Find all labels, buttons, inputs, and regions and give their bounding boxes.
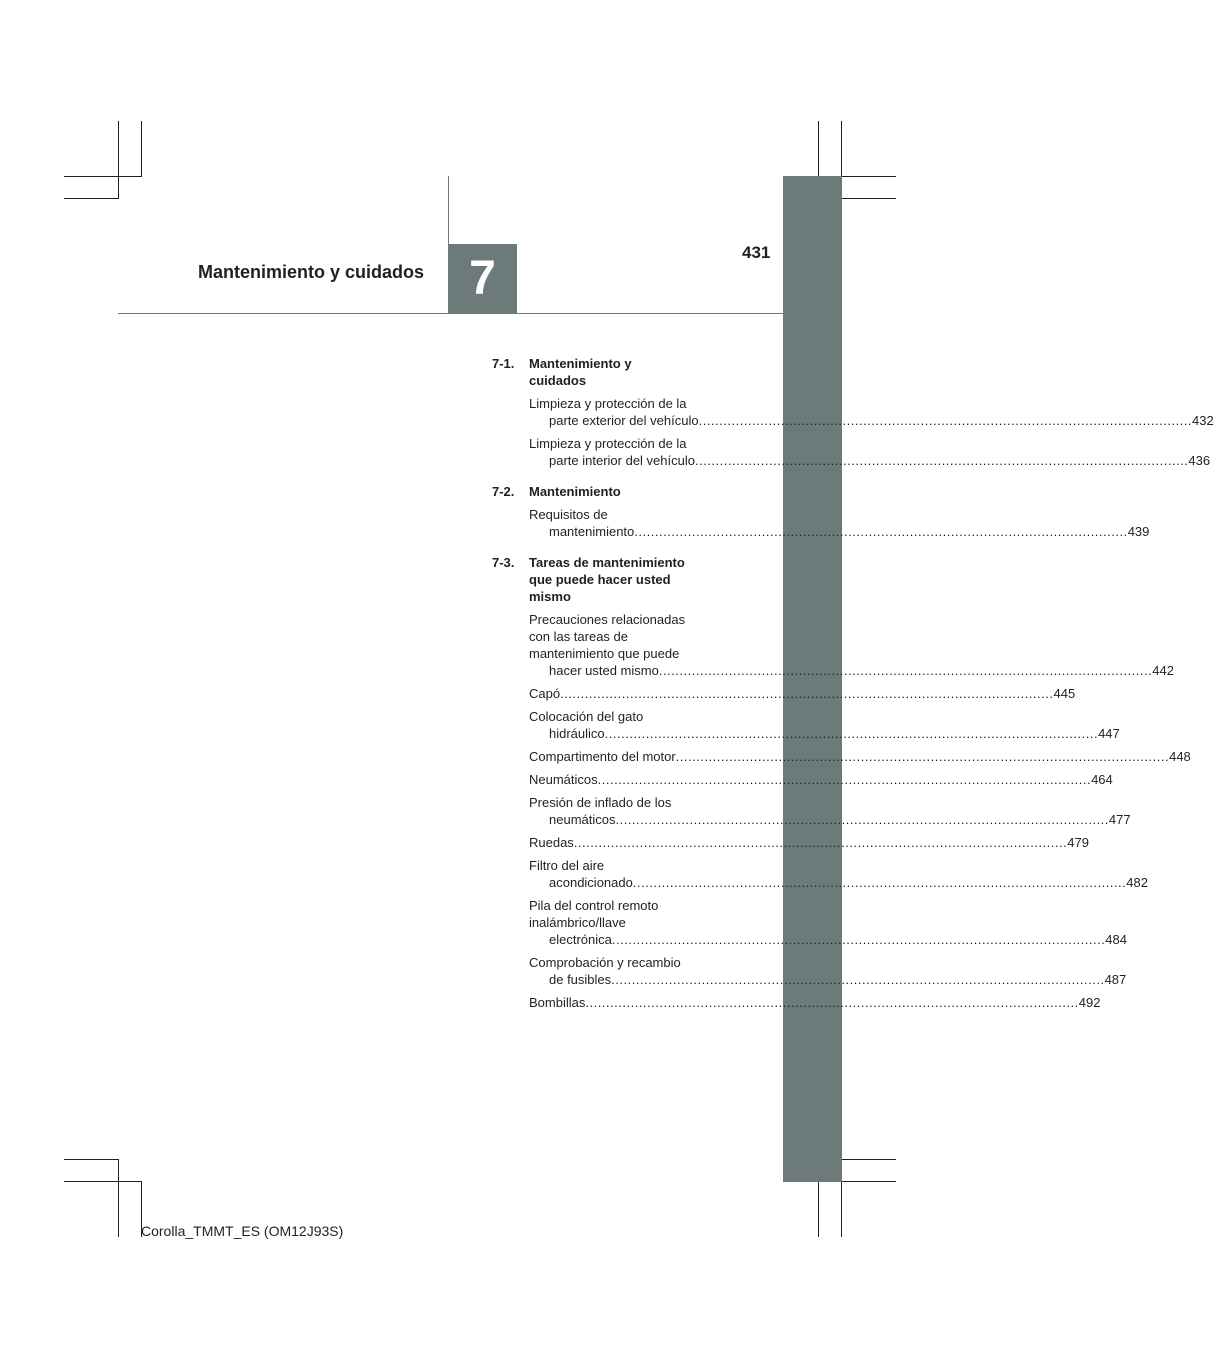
toc-entry-line: acondicionado (549, 875, 633, 890)
chapter-title: Mantenimiento y cuidados (198, 262, 425, 282)
toc-entry-leader-row (549, 874, 1148, 891)
dot-leader: ........................................................................................................................ (694, 453, 1189, 468)
toc-entry-line: neumáticos (549, 812, 616, 827)
section-title-line: Mantenimiento (529, 484, 621, 499)
chapter-number-box (448, 244, 517, 313)
toc-entry-line: mantenimiento que puede (529, 646, 680, 661)
header-rule (118, 313, 783, 314)
toc-entry-line: Neumáticos (529, 772, 598, 787)
dot-leader: ........................................................................................................................ (698, 413, 1193, 428)
toc-page-number: 479 (1067, 835, 1089, 850)
chapter-number: 7 (469, 252, 496, 305)
section-number: 7-3. (492, 555, 515, 570)
toc-entry[interactable] (529, 506, 1150, 540)
toc-page-number: 447 (1098, 726, 1120, 741)
toc-entry[interactable] (529, 708, 1120, 742)
dot-leader: ........................................................................................................................ (560, 686, 1054, 701)
toc-entry[interactable] (529, 771, 1113, 788)
toc-entry-leader-row (549, 811, 1131, 828)
toc-entry-line: Filtro del aire (529, 858, 605, 873)
toc-entry-line: Pila del control remoto (529, 898, 659, 913)
toc-entry-leader-row (549, 662, 1174, 679)
toc-entry-leader-row (549, 931, 1127, 948)
dot-leader: ........................................................................................................................ (615, 812, 1109, 827)
toc-entry-leader-row (529, 748, 1191, 765)
toc-entry-leader-row (529, 685, 1076, 702)
toc-entry[interactable] (529, 994, 1101, 1011)
toc-entry[interactable] (529, 897, 1127, 948)
toc-entry-line: Ruedas (529, 835, 574, 850)
toc-entry-leader-row (549, 452, 1211, 469)
toc-page-number: 464 (1091, 772, 1113, 787)
crop-mark (64, 198, 119, 199)
document-footer: Corolla_TMMT_ES (OM12J93S) (141, 1223, 344, 1239)
dot-leader: ........................................................................................................................ (632, 875, 1127, 890)
toc-section (492, 483, 1150, 540)
toc-section (492, 355, 1214, 469)
crop-mark (64, 1159, 119, 1160)
toc-page-number: 439 (1127, 524, 1150, 539)
toc-entry-line: Bombillas (529, 995, 586, 1010)
dot-leader: ........................................................................................................................ (634, 524, 1128, 539)
toc-entry-line: electrónica (549, 932, 612, 947)
toc-entry-line: Presión de inflado de los (529, 795, 672, 810)
toc-entry-leader-row (549, 523, 1150, 540)
chapter-thumb-tab (783, 176, 842, 1182)
section-number: 7-1. (492, 356, 515, 371)
crop-mark (64, 176, 142, 177)
dot-leader: ........................................................................................................................ (611, 932, 1106, 947)
toc-entry[interactable] (529, 395, 1214, 429)
toc-entry-leader-row (549, 971, 1127, 988)
dot-leader: ........................................................................................................................ (604, 726, 1099, 741)
crop-mark (841, 121, 842, 176)
toc-entry-line: hidráulico (549, 726, 605, 741)
toc-entry-line: Limpieza y protección de la (529, 436, 687, 451)
toc-entry[interactable] (529, 685, 1076, 702)
crop-mark (841, 1159, 896, 1160)
toc-entry-line: parte exterior del vehículo (549, 413, 699, 428)
section-title[interactable] (529, 355, 742, 389)
crop-mark (118, 1159, 119, 1237)
section-title-line: que puede hacer usted (529, 572, 671, 587)
toc-entry-line: mantenimiento (549, 524, 635, 539)
toc-entry-line: de fusibles (549, 972, 612, 987)
page-number: 431 (742, 243, 771, 262)
table-of-contents (492, 355, 1214, 1017)
toc-entry-leader-row (549, 725, 1120, 742)
crop-mark (64, 1181, 142, 1182)
toc-page-number: 436 (1188, 453, 1211, 468)
toc-entry-leader-row (549, 412, 1214, 429)
toc-entry-line: con las tareas de (529, 629, 629, 644)
toc-entry-line: Capó (529, 686, 561, 701)
toc-page-number: 487 (1104, 972, 1127, 987)
toc-page-number: 482 (1126, 875, 1148, 890)
toc-entry-line: Limpieza y protección de la (529, 396, 687, 411)
section-title-line: mismo (529, 589, 571, 604)
toc-entry-line: hacer usted mismo (549, 663, 659, 678)
toc-page-number: 492 (1078, 995, 1101, 1010)
toc-page-number: 484 (1105, 932, 1127, 947)
crop-mark (141, 121, 142, 176)
toc-entry-line: Requisitos de (529, 507, 608, 522)
toc-entry-leader-row (529, 771, 1113, 788)
toc-page-number: 432 (1192, 413, 1214, 428)
dot-leader: ........................................................................................................................ (675, 749, 1170, 764)
dot-leader: ........................................................................................................................ (597, 772, 1092, 787)
section-title[interactable] (529, 483, 742, 500)
section-title-line: cuidados (529, 373, 587, 388)
section-title-line: Tareas de mantenimiento (529, 555, 685, 570)
toc-entry[interactable] (529, 435, 1211, 469)
toc-page-number: 442 (1152, 663, 1174, 678)
crop-mark (841, 176, 896, 177)
section-title-line: Mantenimiento y (529, 356, 632, 371)
crop-mark (818, 1181, 819, 1237)
toc-entry[interactable] (529, 794, 1131, 828)
crop-mark (118, 121, 119, 199)
chapter-divider (448, 176, 449, 244)
toc-entry[interactable] (529, 611, 1174, 679)
toc-entry[interactable] (529, 834, 1089, 851)
toc-entry-leader-row (529, 834, 1089, 851)
toc-page-number: 448 (1169, 749, 1191, 764)
dot-leader: ........................................................................................................................ (573, 835, 1068, 850)
toc-entry-line: Comprobación y recambio (529, 955, 681, 970)
toc-page-number: 477 (1108, 812, 1131, 827)
toc-entry[interactable] (529, 748, 1191, 765)
dot-leader: ........................................................................................................................ (585, 995, 1079, 1010)
toc-entry[interactable] (529, 857, 1148, 891)
toc-entry-line: Precauciones relacionadas (529, 612, 686, 627)
toc-page-number: 445 (1053, 686, 1076, 701)
toc-entry-line: parte interior del vehículo (549, 453, 695, 468)
toc-entry[interactable] (529, 954, 1127, 988)
toc-entry-line: Colocación del gato (529, 709, 644, 724)
dot-leader: ........................................................................................................................ (611, 972, 1105, 987)
section-title[interactable] (529, 554, 742, 605)
toc-entry-line: Compartimento del motor (529, 749, 676, 764)
toc-section (492, 554, 1191, 1011)
dot-leader: ........................................................................................................................ (658, 663, 1153, 678)
toc-entry-leader-row (529, 994, 1101, 1011)
section-number: 7-2. (492, 484, 515, 499)
toc-entry-line: inalámbrico/llave (529, 915, 626, 930)
